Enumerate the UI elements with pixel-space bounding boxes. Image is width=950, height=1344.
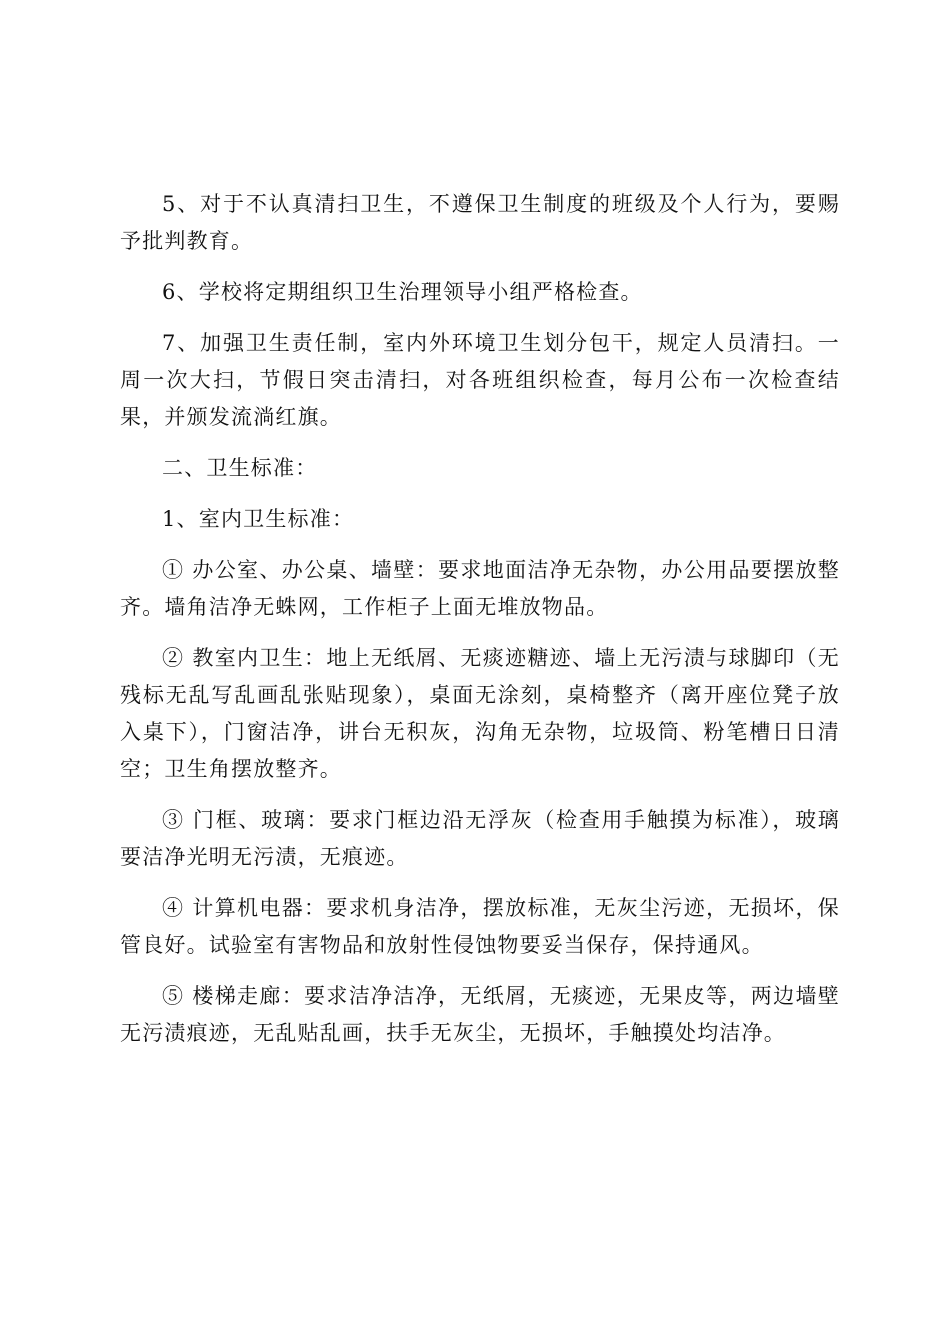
subsection-heading-indoor-standards: 1、室内卫生标准：	[162, 507, 355, 531]
paragraph-classroom-standard: ② 教室内卫生：地上无纸屑、无痰迹糖迹、墙上无污渍与球脚印（无残标无乱写乱画乱张贴现象），桌面无涂刻，桌椅整齐（离开座位凳子放入桌下），门窗洁净，讲台无积灰，沟角无杂物，垃圾筒、粉笔槽日日清空；卫生角摆放整齐。	[120, 646, 840, 781]
document-body	[120, 186, 840, 1066]
paragraph-item-5: 5、对于不认真清扫卫生，不遵保卫生制度的班级及个人行为，要赐予批判教育。	[120, 192, 840, 253]
paragraph-computer-standard: ④ 计算机电器：要求机身洁净，摆放标准，无灰尘污迹，无损坏，保管良好。试验室有害物品和放射性侵蚀物要妥当保存，保持通风。	[120, 896, 840, 957]
paragraph-office-standard: ① 办公室、办公桌、墙壁：要求地面洁净无杂物，办公用品要摆放整齐。墙角洁净无蛛网，工作柜子上面无堆放物品。	[120, 558, 840, 619]
paragraph-stairs-corridor-standard: ⑤ 楼梯走廊：要求洁净洁净，无纸屑，无痰迹，无果皮等，两边墙壁无污渍痕迹，无乱贴乱画，扶手无灰尘，无损坏，手触摸处均洁净。	[120, 984, 840, 1045]
paragraph-item-6: 6、学校将定期组织卫生治理领导小组严格检查。	[162, 280, 643, 304]
section-heading-hygiene-standards: 二、卫生标准：	[162, 456, 318, 480]
paragraph-item-7: 7、加强卫生责任制，室内外环境卫生划分包干，规定人员清扫。一周一次大扫，节假日突击清扫，对各班组织检查，每月公布一次检查结果，并颁发流淌红旗。	[120, 331, 840, 429]
paragraph-door-glass-standard: ③ 门框、玻璃：要求门框边沿无浮灰（检查用手触摸为标准），玻璃要洁净光明无污渍，无痕迹。	[120, 808, 840, 869]
